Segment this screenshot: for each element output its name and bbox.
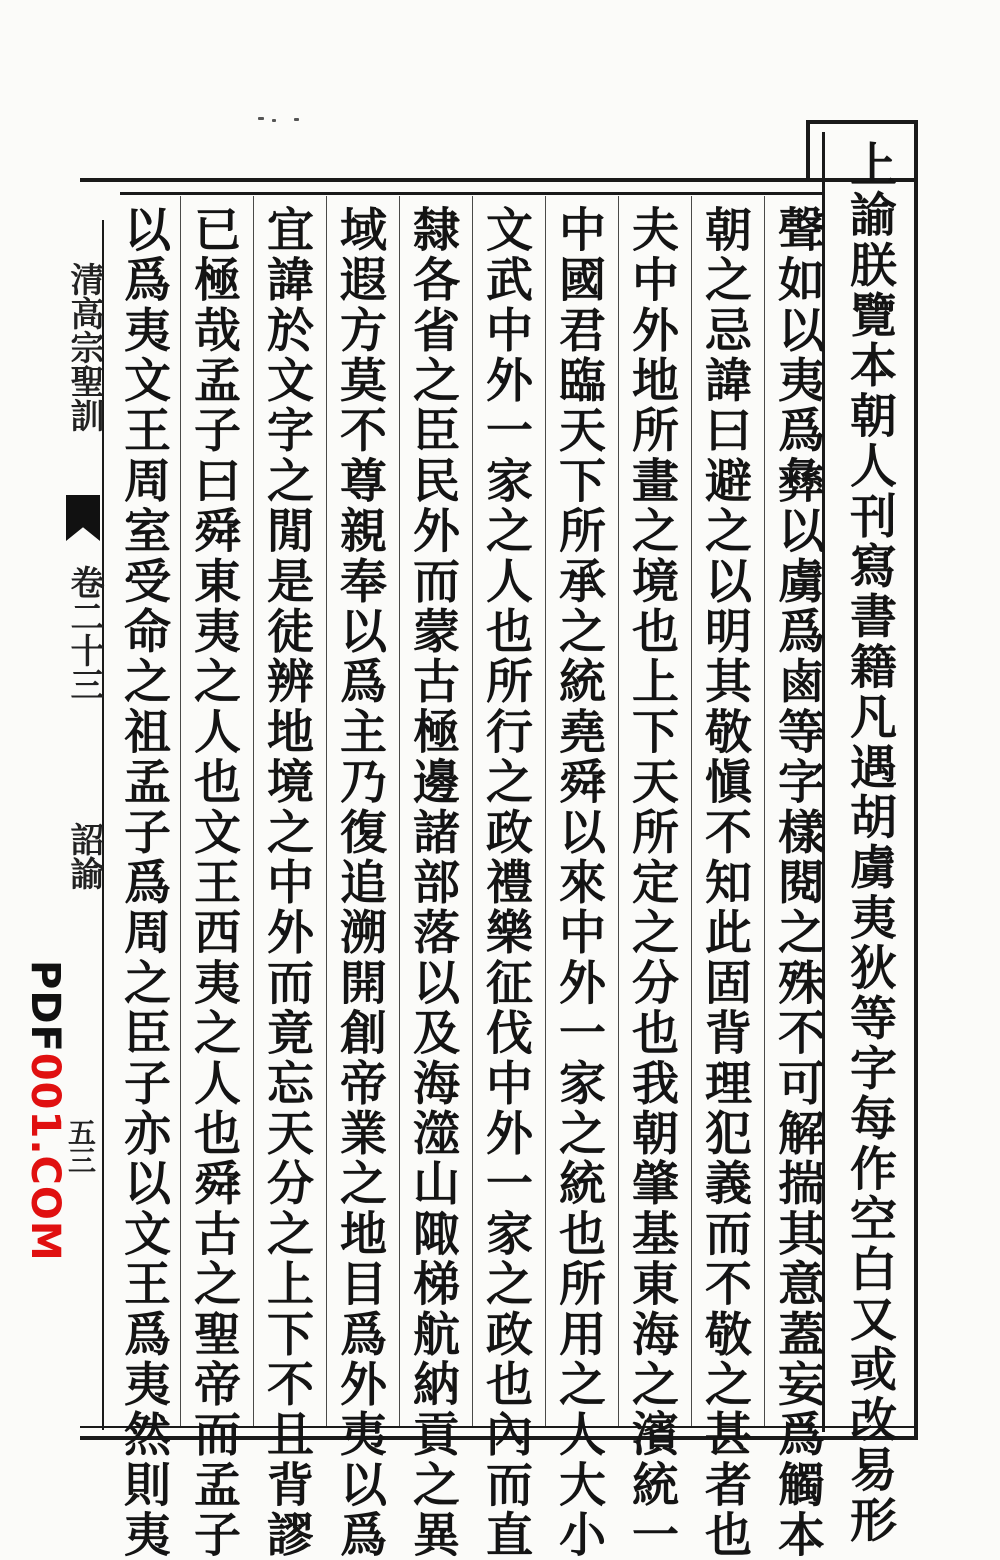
watermark-part2: 001.COM (22, 1052, 68, 1262)
text-column-6: 文武中外一家之人也所行之政禮樂征伐中外一家之政也內而直 (478, 205, 533, 1560)
print-speck (258, 117, 264, 120)
text-column-1: 上諭朕覽本朝人刊寫書籍凡遇胡虜夷狄等字每作空白又或改易形 (842, 140, 897, 1546)
watermark (20, 960, 68, 1262)
column-rule (545, 196, 546, 1426)
text-column-9: 宜諱於文字之閒是徒辨地境之中外而竟忘天分之上下不且背謬 (259, 205, 314, 1560)
column-rule (399, 196, 400, 1426)
print-speck (294, 118, 299, 121)
text-column-7: 隸各省之臣民外而蒙古極邊諸部落以及海澨山陬梯航納貢之異 (405, 205, 460, 1560)
text-column-5: 中國君臨天下所承之統堯舜以來中外一家之統也所用之人大小 (551, 205, 606, 1560)
text-column-8: 域遐方莫不尊親奉以爲主乃復追溯開創帝業之地目爲外夷以爲 (332, 205, 387, 1560)
print-speck (272, 119, 276, 122)
text-column-10: 已極哉孟子曰舜東夷之人也文王西夷之人也舜古之聖帝而孟子 (186, 205, 241, 1560)
column-rule (472, 196, 473, 1426)
frame-inner-top-line (120, 192, 822, 195)
text-column-11: 以爲夷文王周室受命之祖孟子爲周之臣子亦以文王爲夷然則夷 (116, 205, 171, 1560)
watermark-part1: PDF (22, 960, 68, 1053)
text-column-3: 朝之忌諱曰避之以明其敬愼不知此固背理犯義而不敬之甚者也 (697, 205, 752, 1560)
column-rule (764, 196, 765, 1426)
column-rule (691, 196, 692, 1426)
column-rule (618, 196, 619, 1426)
column-rule (253, 196, 254, 1426)
margin-page-number: 五三 (64, 1118, 97, 1174)
text-column-2: 聲如以夷爲彝以虜爲鹵等字樣閱之殊不可解揣其意蓋妄爲觸本 (770, 205, 825, 1560)
text-column-4: 夫中外地所畫之境也上下天所定之分也我朝肇基東海之濱統一 (624, 205, 679, 1560)
margin-volume: 卷二十三 (64, 565, 104, 701)
margin-chapter: 詔諭 (64, 822, 104, 890)
margin-book-title: 清高宗聖訓 (64, 262, 104, 432)
column-rule (180, 196, 181, 1426)
column-rule (326, 196, 327, 1426)
